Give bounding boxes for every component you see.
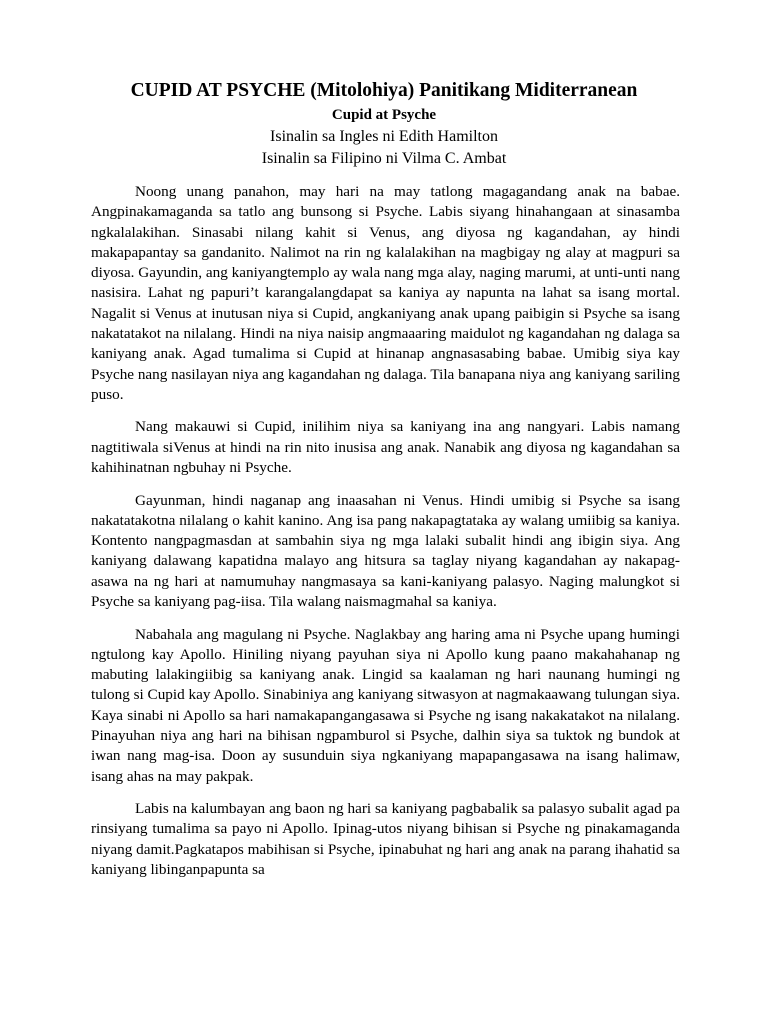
- paragraph: Nabahala ang magulang ni Psyche. Naglakbay ang haring ama ni Psyche upang humingi ngtulong kay Apollo. Hiniling niyang payuhan siya ni Apollo kung paano makahahanap ng mabuting lalakingiibig sa kaniyang anak. Lingid sa kaalaman ng hari naunang humingi ng tulong si Cupid kay Apollo. Sinabiniya ang kaniyang sitwasyon at nagmakaawang tulungan siya. Kaya sinabi ni Apollo sa hari namakapangangasawa si Psyche ng isang nakakatakot na nilalang. Pinayuhan niya ang hari na bihisan ngpamburol si Psyche, dalhin siya sa tuktok ng bundok at iwan nang mag-isa. Doon ay susunduin siya ngkaniyang mapapangasawa na isang halimaw, isang ahas na may pakpak.: [91, 625, 680, 785]
- paragraph: Labis na kalumbayan ang baon ng hari sa kaniyang pagbabalik sa palasyo subalit agad pa rinsiyang tumalima sa payo ni Apollo. Ipinag-utos niyang bihisan si Psyche ng pinakamaganda niyang damit.Pagkatapos mabihisan si Psyche, ipinabuhat ng hari ang anak na parang ihahatid sa kaniyang libinganpapunta sa: [91, 800, 680, 878]
- paragraph: Noong unang panahon, may hari na may tatlong magagandang anak na babae. Angpinakamaganda sa tatlo ang bunsong si Psyche. Labis siyang hinahangaan at sinasamba ngkalalakihan. Sinasabi nilang kahit si Venus, ang diyosa ng kagandahan, ay hindi makapapantay sa gandanito. Nalimot na rin ng kalalakihan na magbigay ng alay at magpuri sa diyosa. Gayundin, ang kaniyangtemplo ay wala nang mga alay, naging marumi, at unti-unti nang nasisira. Lahat ng papuri’t karangalangdapat sa kaniya ay napunta na lahat sa isang mortal. Nagalit si Venus at inutusan niya si Cupid, angkaniyang anak upang paibigin si Psyche sa isang nakatatakot na nilalang. Hindi na niya naisip angmaaaring maidulot ng kagandahan ng dalaga sa kaniyang anak. Agad tumalima si Cupid at hinanap angnasasabing babae. Umibig siya kay Psyche nang nasilayan niya ang kagandahan ng dalaga. Tila banapana niya ang kaniyang sariling puso.: [91, 183, 680, 403]
- english-translation-credit: Isinalin sa Ingles ni Edith Hamilton: [270, 128, 498, 145]
- paragraph: Nang makauwi si Cupid, inilihim niya sa kaniyang ina ang nangyari. Labis namang nagtitiwala siVenus at hindi na rin nito inusisa ang anak. Nanabik ang diyosa ng kagandahan sa kahihinatnan ngbuhay ni Psyche.: [91, 418, 680, 477]
- document-title: CUPID AT PSYCHE (Mitolohiya) Panitikang Miditerranean: [130, 80, 638, 101]
- document-subtitle: Cupid at Psyche: [331, 107, 437, 123]
- document-header: [60, 78, 708, 170]
- paragraph: Gayunman, hindi naganap ang inaasahan ni Venus. Hindi umibig si Psyche sa isang nakatatakotna nilalang o kahit kanino. Ang isa pang nakapagtataka ay walang umiibig sa kaniya. Kontento nangpagmasdan at sambahin siya ng mga lalaki subalit hindi ang ibigin siya. Ang kaniyang dalawang kapatidna malayo ang hitsura sa taglay niyang kagandahan ay nakapag-asawa na ng hari at namumuhay nangmasaya sa kani-kaniyang palasyo. Naging malungkot si Psyche sa kaniyang pag-iisa. Tila walang naismagmahal sa kaniya.: [91, 491, 680, 611]
- document-body: [91, 182, 680, 892]
- filipino-translation-credit: Isinalin sa Filipino ni Vilma C. Ambat: [261, 150, 507, 167]
